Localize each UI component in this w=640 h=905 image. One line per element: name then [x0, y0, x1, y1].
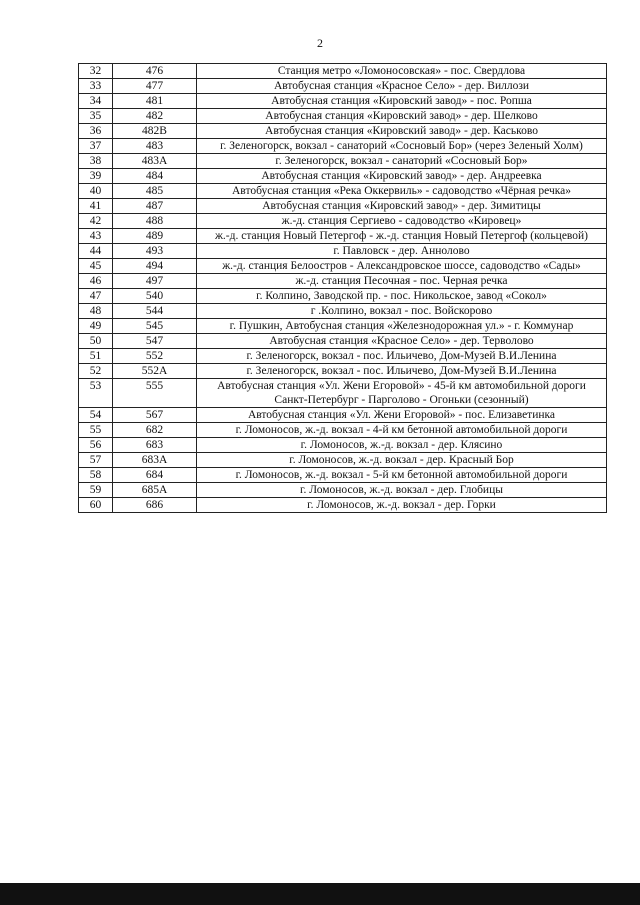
row-number: 56: [79, 438, 113, 453]
row-number: 59: [79, 483, 113, 498]
route-number: 545: [113, 319, 197, 334]
table-row: [79, 169, 607, 184]
route-number: 476: [113, 64, 197, 79]
route-number: 482: [113, 109, 197, 124]
route-description: Автобусная станция «Кировский завод» - дер. Андреевка: [197, 169, 607, 184]
route-number: 567: [113, 408, 197, 423]
table-row: [79, 483, 607, 498]
row-number: 38: [79, 154, 113, 169]
row-number: 32: [79, 64, 113, 79]
page-number: 2: [317, 36, 323, 50]
route-description: ж.-д. станция Сергиево - садоводство «Кировец»: [197, 214, 607, 229]
row-number: 54: [79, 408, 113, 423]
route-description: Автобусная станция «Кировский завод» - дер. Шелково: [197, 109, 607, 124]
row-number: 58: [79, 468, 113, 483]
route-number: 555: [113, 379, 197, 408]
routes-table-body: [79, 64, 607, 513]
table-row: [79, 364, 607, 379]
route-description: Станция метро «Ломоносовская» - пос. Свердлова: [197, 64, 607, 79]
route-description: г. Ломоносов, ж.-д. вокзал - дер. Клясино: [197, 438, 607, 453]
route-number: 552А: [113, 364, 197, 379]
route-number: 685А: [113, 483, 197, 498]
route-number: 552: [113, 349, 197, 364]
route-description: г. Ломоносов, ж.-д. вокзал - 4-й км бетонной автомобильной дороги: [197, 423, 607, 438]
route-description: г .Колпино, вокзал - пос. Войскорово: [197, 304, 607, 319]
table-row: [79, 468, 607, 483]
route-description: ж.-д. станция Песочная - пос. Черная речка: [197, 274, 607, 289]
table-row: [79, 453, 607, 468]
route-description: Автобусная станция «Кировский завод» - дер. Зимитицы: [197, 199, 607, 214]
route-number: 485: [113, 184, 197, 199]
route-number: 484: [113, 169, 197, 184]
route-description: г. Ломоносов, ж.-д. вокзал - дер. Горки: [197, 498, 607, 513]
route-description: Автобусная станция «Река Оккервиль» - садоводство «Чёрная речка»: [197, 184, 607, 199]
table-row: [79, 199, 607, 214]
route-description: г. Зеленогорск, вокзал - санаторий «Сосновый Бор»: [197, 154, 607, 169]
route-number: 497: [113, 274, 197, 289]
route-number: 482В: [113, 124, 197, 139]
row-number: 41: [79, 199, 113, 214]
table-row: [79, 334, 607, 349]
route-description: Автобусная станция «Ул. Жени Егоровой» - 45-й км автомобильной дороги Санкт-Петербург - Парголово - Огоньки (сезонный): [197, 379, 607, 408]
table-row: [79, 139, 607, 154]
row-number: 35: [79, 109, 113, 124]
table-row: [79, 379, 607, 408]
row-number: 47: [79, 289, 113, 304]
row-number: 55: [79, 423, 113, 438]
route-description: г. Зеленогорск, вокзал - пос. Ильичево, Дом-Музей В.И.Ленина: [197, 364, 607, 379]
row-number: 43: [79, 229, 113, 244]
row-number: 40: [79, 184, 113, 199]
route-description: г. Колпино, Заводской пр. - пос. Никольское, завод «Сокол»: [197, 289, 607, 304]
route-number: 481: [113, 94, 197, 109]
route-number: 547: [113, 334, 197, 349]
table-row: [79, 64, 607, 79]
table-row: [79, 244, 607, 259]
route-description: г. Ломоносов, ж.-д. вокзал - дер. Красный Бор: [197, 453, 607, 468]
route-description: г. Пушкин, Автобусная станция «Железнодорожная ул.» - г. Коммунар: [197, 319, 607, 334]
route-description: Автобусная станция «Кировский завод» - дер. Каськово: [197, 124, 607, 139]
table-row: [79, 229, 607, 244]
row-number: 57: [79, 453, 113, 468]
table-row: [79, 184, 607, 199]
row-number: 33: [79, 79, 113, 94]
route-number: 483: [113, 139, 197, 154]
table-row: [79, 94, 607, 109]
route-number: 489: [113, 229, 197, 244]
route-number: 683: [113, 438, 197, 453]
table-row: [79, 438, 607, 453]
row-number: 34: [79, 94, 113, 109]
table-row: [79, 259, 607, 274]
route-description: г. Ломоносов, ж.-д. вокзал - дер. Глобицы: [197, 483, 607, 498]
table-row: [79, 109, 607, 124]
route-number: 477: [113, 79, 197, 94]
table-row: [79, 408, 607, 423]
table-row: [79, 79, 607, 94]
row-number: 48: [79, 304, 113, 319]
route-number: 483А: [113, 154, 197, 169]
route-description: ж.-д. станция Белоостров - Александровское шоссе, садоводство «Сады»: [197, 259, 607, 274]
row-number: 51: [79, 349, 113, 364]
route-description: Автобусная станция «Красное Село» - дер. Виллози: [197, 79, 607, 94]
row-number: 52: [79, 364, 113, 379]
route-number: 487: [113, 199, 197, 214]
row-number: 49: [79, 319, 113, 334]
scan-bottom-edge: [0, 883, 640, 905]
route-number: 488: [113, 214, 197, 229]
route-number: 684: [113, 468, 197, 483]
row-number: 46: [79, 274, 113, 289]
row-number: 44: [79, 244, 113, 259]
route-description: ж.-д. станция Новый Петергоф - ж.-д. станция Новый Петергоф (кольцевой): [197, 229, 607, 244]
route-number: 686: [113, 498, 197, 513]
route-description: г. Зеленогорск, вокзал - санаторий «Сосновый Бор» (через Зеленый Холм): [197, 139, 607, 154]
row-number: 50: [79, 334, 113, 349]
route-number: 494: [113, 259, 197, 274]
row-number: 39: [79, 169, 113, 184]
route-number: 540: [113, 289, 197, 304]
row-number: 53: [79, 379, 113, 408]
route-description: Автобусная станция «Кировский завод» - пос. Ропша: [197, 94, 607, 109]
row-number: 45: [79, 259, 113, 274]
table-row: [79, 274, 607, 289]
route-description: г. Павловск - дер. Аннолово: [197, 244, 607, 259]
route-description: Автобусная станция «Красное Село» - дер. Терволово: [197, 334, 607, 349]
table-row: [79, 423, 607, 438]
table-row: [79, 319, 607, 334]
table-row: [79, 289, 607, 304]
route-number: 493: [113, 244, 197, 259]
table-row: [79, 154, 607, 169]
row-number: 42: [79, 214, 113, 229]
table-row: [79, 349, 607, 364]
table-row: [79, 124, 607, 139]
route-number: 683А: [113, 453, 197, 468]
table-row: [79, 214, 607, 229]
row-number: 37: [79, 139, 113, 154]
table-row: [79, 304, 607, 319]
route-number: 682: [113, 423, 197, 438]
route-number: 544: [113, 304, 197, 319]
route-description: г. Зеленогорск, вокзал - пос. Ильичево, Дом-Музей В.И.Ленина: [197, 349, 607, 364]
route-description: Автобусная станция «Ул. Жени Егоровой» - пос. Елизаветинка: [197, 408, 607, 423]
routes-table: [78, 63, 607, 513]
row-number: 36: [79, 124, 113, 139]
row-number: 60: [79, 498, 113, 513]
table-row: [79, 498, 607, 513]
route-description: г. Ломоносов, ж.-д. вокзал - 5-й км бетонной автомобильной дороги: [197, 468, 607, 483]
